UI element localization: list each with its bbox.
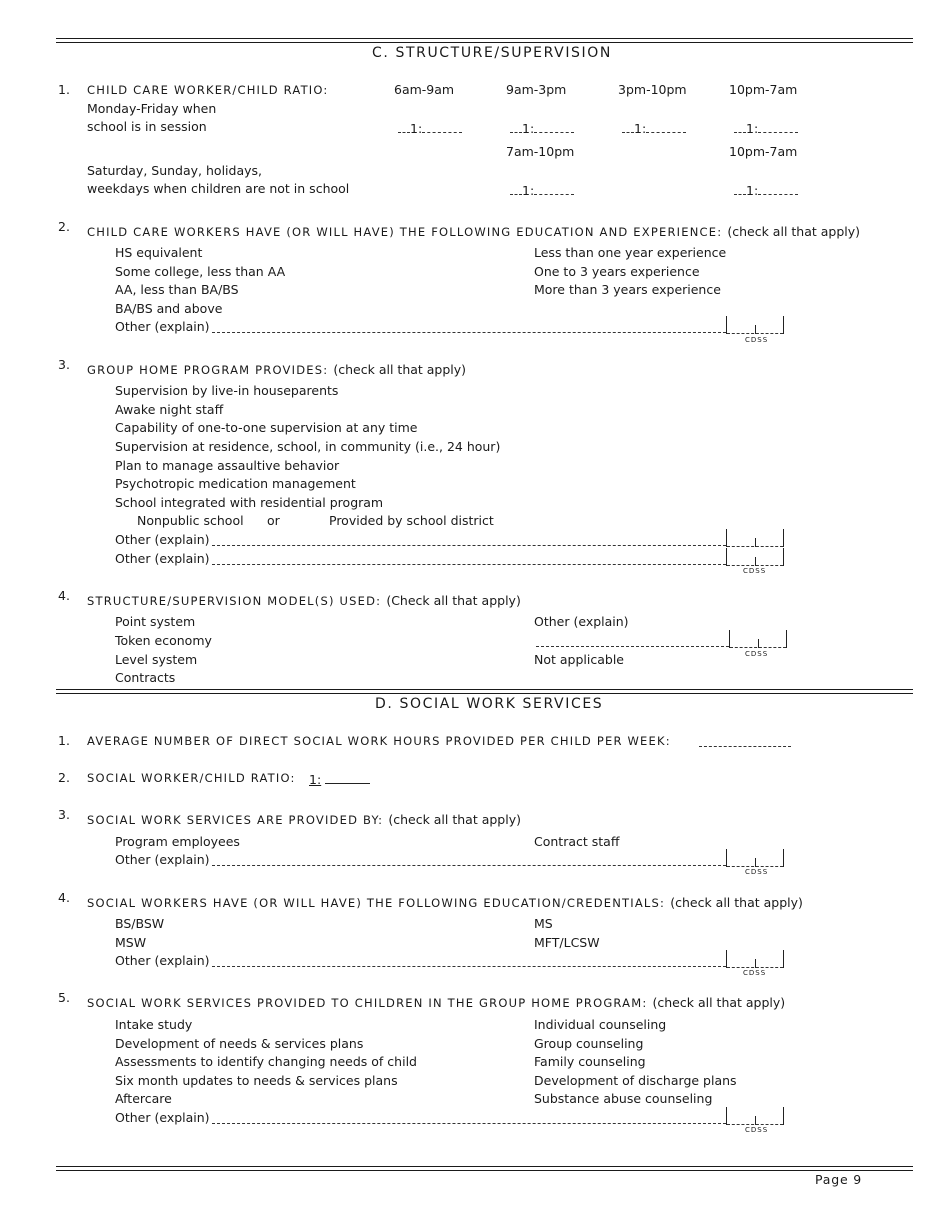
d-q5-option-assessments[interactable]: Assessments to identify changing needs of child [115,1054,417,1069]
d-q4-other-field[interactable] [212,955,726,967]
q1-weekend-line1: Saturday, Sunday, holidays, [87,163,262,178]
q2-option-less-one-year[interactable]: Less than one year experience [534,245,727,260]
d-q2-ratio-field[interactable]: 1: [309,772,370,787]
q3-number: 3. [58,357,70,372]
weekday-header-9am-3pm: 9am-3pm [506,82,567,97]
q4-number: 4. [58,588,70,603]
q3-label: GROUP HOME PROGRAM PROVIDES: [87,363,329,377]
d-q4-note: (check all that apply) [670,895,803,910]
d-q3-option-employees[interactable]: Program employees [115,834,240,849]
q2-number: 2. [58,219,70,234]
section-d-title: D. SOCIAL WORK SERVICES [375,696,604,712]
d-q1-number: 1. [58,733,70,748]
q4-option-not-applicable[interactable]: Not applicable [534,652,624,667]
weekday-header-10pm-7am: 10pm-7am [729,82,798,97]
d-q5-option-aftercare[interactable]: Aftercare [115,1091,172,1106]
q2-note: (check all that apply) [727,224,861,239]
d-q3-other-label: Other (explain) [115,852,210,867]
q4-other-field[interactable] [536,635,729,647]
q1-label: CHILD CARE WORKER/CHILD RATIO: [87,83,329,97]
d-q5-option-individual[interactable]: Individual counseling [534,1017,667,1032]
weekday-ratio-3pm-10pm[interactable]: 1: [622,121,686,136]
d-q1-hours-field[interactable] [699,735,791,747]
q1-weekday-line2: school is in session [87,119,207,134]
cdss-label: CDSS [745,650,769,658]
d-q4-option-mft[interactable]: MFT/LCSW [534,935,600,950]
weekday-ratio-9am-3pm[interactable]: 1: [510,121,574,136]
q4-label: STRUCTURE/SUPERVISION MODEL(S) USED: [87,594,382,608]
q4-option-point[interactable]: Point system [115,614,196,629]
q1-weekday-line1: Monday-Friday when [87,101,217,116]
d-q5-number: 5. [58,990,70,1005]
q2-label: CHILD CARE WORKERS HAVE (OR WILL HAVE) THE FOLLOWING EDUCATION AND EXPERIENCE: [87,225,723,239]
q3-option-school[interactable]: School integrated with residential program [115,495,384,510]
q2-option-one-to-3[interactable]: One to 3 years experience [534,264,700,279]
cdss-box[interactable] [726,1107,784,1125]
d-q3-number: 3. [58,807,70,822]
top-divider [56,38,913,43]
d-q4-number: 4. [58,890,70,905]
d-q1-label: AVERAGE NUMBER OF DIRECT SOCIAL WORK HOURS PROVIDED PER CHILD PER WEEK: [87,734,671,748]
d-q4-option-ms[interactable]: MS [534,916,553,931]
q4-option-level[interactable]: Level system [115,652,198,667]
d-q5-other-label: Other (explain) [115,1110,210,1125]
page-number: Page 9 [815,1172,862,1187]
q3-other-field-2[interactable] [212,553,726,565]
q3-option-psychotropic[interactable]: Psychotropic medication management [115,476,356,491]
cdss-label: CDSS [745,868,769,876]
d-q3-label: SOCIAL WORK SERVICES ARE PROVIDED BY: [87,813,384,827]
d-q5-option-six-month[interactable]: Six month updates to needs & services plans [115,1073,398,1088]
q3-sub-district[interactable]: Provided by school district [329,513,494,528]
q3-option-one-to-one[interactable]: Capability of one-to-one supervision at any time [115,420,418,435]
d-q5-option-group[interactable]: Group counseling [534,1036,644,1051]
d-q4-option-msw[interactable]: MSW [115,935,147,950]
d-q5-note: (check all that apply) [652,995,786,1010]
section-c-title: C. STRUCTURE/SUPERVISION [372,45,612,61]
d-q5-option-discharge[interactable]: Development of discharge plans [534,1073,737,1088]
d-q3-option-contract[interactable]: Contract staff [534,834,620,849]
q4-heading [87,590,521,609]
d-q2-number: 2. [58,770,70,785]
weekday-header-3pm-10pm: 3pm-10pm [618,82,687,97]
weekend-ratio-10pm-7am[interactable]: 1: [734,183,798,198]
q3-option-houseparents[interactable]: Supervision by live-in houseparents [115,383,339,398]
d-q5-option-family[interactable]: Family counseling [534,1054,646,1069]
cdss-label: CDSS [743,567,767,575]
d-q5-other-field[interactable] [212,1112,726,1124]
q4-option-contracts[interactable]: Contracts [115,670,176,685]
q4-option-other[interactable]: Other (explain) [534,614,629,629]
d-q5-option-needs-plans[interactable]: Development of needs & services plans [115,1036,364,1051]
weekend-header-10pm-7am: 10pm-7am [729,144,798,159]
cdss-label: CDSS [745,1126,769,1134]
d-q5-option-substance[interactable]: Substance abuse counseling [534,1091,713,1106]
q1-weekend-line2: weekdays when children are not in school [87,181,350,196]
q2-option-some-college[interactable]: Some college, less than AA [115,264,286,279]
q2-option-more-than-3[interactable]: More than 3 years experience [534,282,721,297]
q2-option-aa[interactable]: AA, less than BA/BS [115,282,239,297]
q3-note: (check all that apply) [333,362,467,377]
q3-other-field-1[interactable] [212,534,726,546]
cdss-box[interactable] [726,316,784,334]
d-q4-other-label: Other (explain) [115,953,210,968]
q2-other-label: Other (explain) [115,319,210,334]
d-q3-note: (check all that apply) [388,812,521,827]
weekday-header-6am-9am: 6am-9am [394,82,455,97]
d-q5-option-intake[interactable]: Intake study [115,1017,193,1032]
q2-option-hs[interactable]: HS equivalent [115,245,203,260]
d-q3-heading [87,809,521,828]
d-q4-heading [87,892,803,911]
q3-option-night-staff[interactable]: Awake night staff [115,402,224,417]
q3-sub-nonpublic[interactable]: Nonpublic school [137,513,244,528]
weekday-ratio-10pm-7am[interactable]: 1: [734,121,798,136]
cdss-box[interactable] [726,548,784,566]
d-q4-label: SOCIAL WORKERS HAVE (OR WILL HAVE) THE FOLLOWING EDUCATION/CREDENTIALS: [87,896,666,910]
cdss-box[interactable] [726,950,784,968]
q4-option-token[interactable]: Token economy [115,633,212,648]
q4-note: (Check all that apply) [386,593,521,608]
q2-other-field[interactable] [212,321,726,333]
q1-number: 1. [58,82,70,97]
cdss-box[interactable] [729,630,787,648]
weekday-ratio-6am-9am[interactable]: 1: [398,121,462,136]
cdss-box[interactable] [726,849,784,867]
d-q4-option-bs[interactable]: BS/BSW [115,916,165,931]
q3-other-label-1: Other (explain) [115,532,210,547]
q2-heading [87,221,860,240]
d-q2-label: SOCIAL WORKER/CHILD RATIO: [87,771,296,785]
q3-option-assaultive[interactable]: Plan to manage assaultive behavior [115,458,340,473]
weekend-ratio-7am-10pm[interactable]: 1: [510,183,574,198]
bottom-divider [56,1166,913,1171]
cdss-box[interactable] [726,529,784,547]
weekend-header-7am-10pm: 7am-10pm [506,144,575,159]
q2-option-ba[interactable]: BA/BS and above [115,301,223,316]
d-q3-other-field[interactable] [212,854,726,866]
cdss-label: CDSS [745,336,769,344]
q3-sub-or: or [267,513,280,528]
section-d-divider [56,689,913,694]
cdss-label: CDSS [743,969,767,977]
d-q5-label: SOCIAL WORK SERVICES PROVIDED TO CHILDREN IN THE GROUP HOME PROGRAM: [87,996,648,1010]
q3-other-label-2: Other (explain) [115,551,210,566]
d-q5-heading [87,992,785,1011]
q3-option-24-hour[interactable]: Supervision at residence, school, in community (i.e., 24 hour) [115,439,501,454]
q3-heading [87,359,466,378]
